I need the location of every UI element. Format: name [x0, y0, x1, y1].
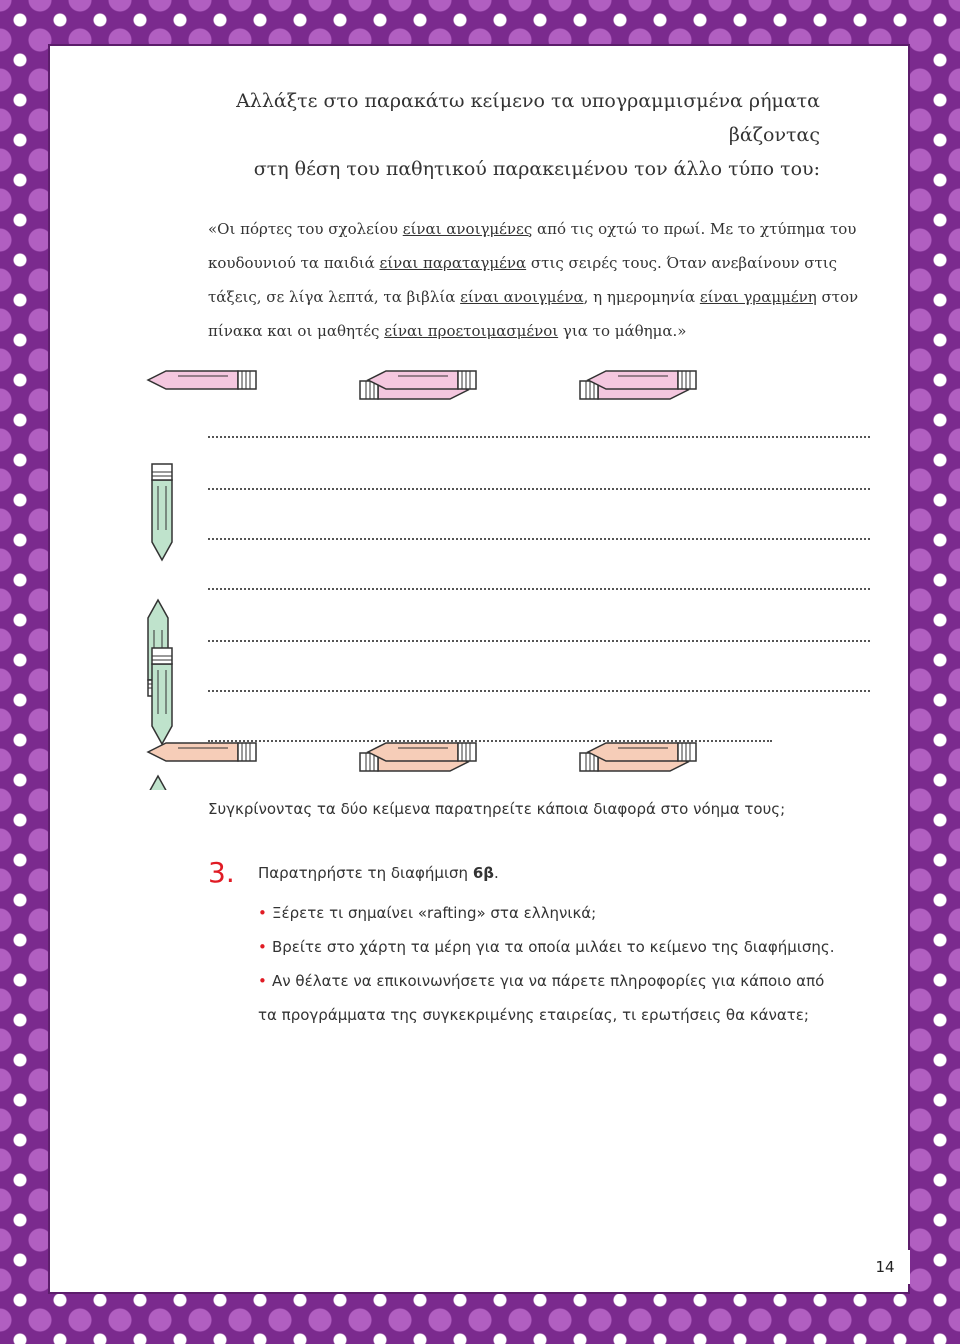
answer-line[interactable] — [208, 526, 870, 540]
instruction-line: στη θέση του παθητικού παρακειμένου τον άλλο τύπο του: — [253, 158, 820, 180]
bullet-item — [258, 964, 898, 998]
underlined-verb: είναι παραταγμένα — [379, 254, 527, 272]
comparison-question: Συγκρίνοντας τα δύο κείμενα παρατηρείτε κάποια διαφορά στο νόημα τους; — [208, 800, 786, 818]
underlined-verb: είναι γραμμένη — [699, 288, 817, 306]
pencil-top-3 — [368, 371, 476, 389]
pencil-side-3 — [148, 776, 168, 790]
pencil-side-4 — [152, 648, 172, 744]
underlined-verb: είναι ανοιγμένες — [402, 220, 533, 238]
passage-segment: για το μάθημα.» — [558, 322, 687, 340]
answer-line[interactable] — [208, 728, 772, 742]
bullet-icon: • — [258, 904, 267, 922]
passage-segment: στον πίνακα και οι μαθητές — [208, 288, 859, 340]
bullet-icon: • — [258, 972, 267, 990]
passage-segment: , η ημερομηνία — [583, 288, 700, 306]
exercise-title — [258, 864, 499, 882]
pencil-bottom-1 — [148, 743, 256, 761]
passage-text — [208, 212, 888, 348]
exercise-title-ref: 6β — [472, 864, 494, 882]
answer-line[interactable] — [208, 678, 870, 692]
passage-segment: από τις οχτώ το πρωί. Με το χτύπημα του κουδουνιού τα παιδιά — [208, 220, 857, 272]
exercise-title-text: Παρατηρήστε τη διαφήμιση — [258, 864, 473, 882]
answer-line[interactable] — [208, 576, 870, 590]
pencil-top-1 — [148, 371, 256, 389]
answer-line[interactable] — [208, 628, 870, 642]
instruction-line: Αλλάξτε στο παρακάτω κείμενο τα υπογραμμισμένα ρήματα βάζοντας — [236, 90, 820, 146]
pencil-top-5 — [588, 371, 696, 389]
passage-segment: στις σειρές τους. Όταν ανεβαίνουν στις τάξεις, σε λίγα λεπτά, τα βιβλία — [208, 254, 838, 306]
underlined-verb: είναι προετοιμασμένοι — [384, 322, 559, 340]
exercise-title-end: . — [494, 864, 499, 882]
bullet-text: Ξέρετε τι σημαίνει «rafting» στα ελληνικά; — [272, 904, 597, 922]
bullet-item — [258, 896, 898, 930]
instruction-text — [160, 84, 820, 186]
exercise-bullets — [258, 896, 898, 1032]
page-number: 14 — [860, 1250, 910, 1284]
answer-line[interactable] — [208, 424, 870, 438]
underlined-verb: είναι ανοιγμένα — [460, 288, 584, 306]
answer-line[interactable] — [208, 476, 870, 490]
passage-segment: «Οι πόρτες του σχολείου — [208, 220, 403, 238]
bullet-text: Βρείτε στο χάρτη τα μέρη για τα οποία μιλάει το κείμενο της διαφήμισης. — [272, 938, 835, 956]
pencil-bottom-3 — [368, 743, 476, 761]
bullet-item — [258, 930, 898, 964]
bullet-icon: • — [258, 938, 267, 956]
bullet-continuation: τα προγράμματα της συγκεκριμένης εταιρείας, τι ερωτήσεις θα κάνατε; — [258, 1006, 809, 1024]
exercise-number: 3. — [208, 856, 235, 889]
bullet-text: Αν θέλατε να επικοινωνήσετε για να πάρετε πληροφορίες για κάποιο από — [272, 972, 825, 990]
pencil-bottom-5 — [588, 743, 696, 761]
pencil-side-2 — [152, 464, 172, 560]
